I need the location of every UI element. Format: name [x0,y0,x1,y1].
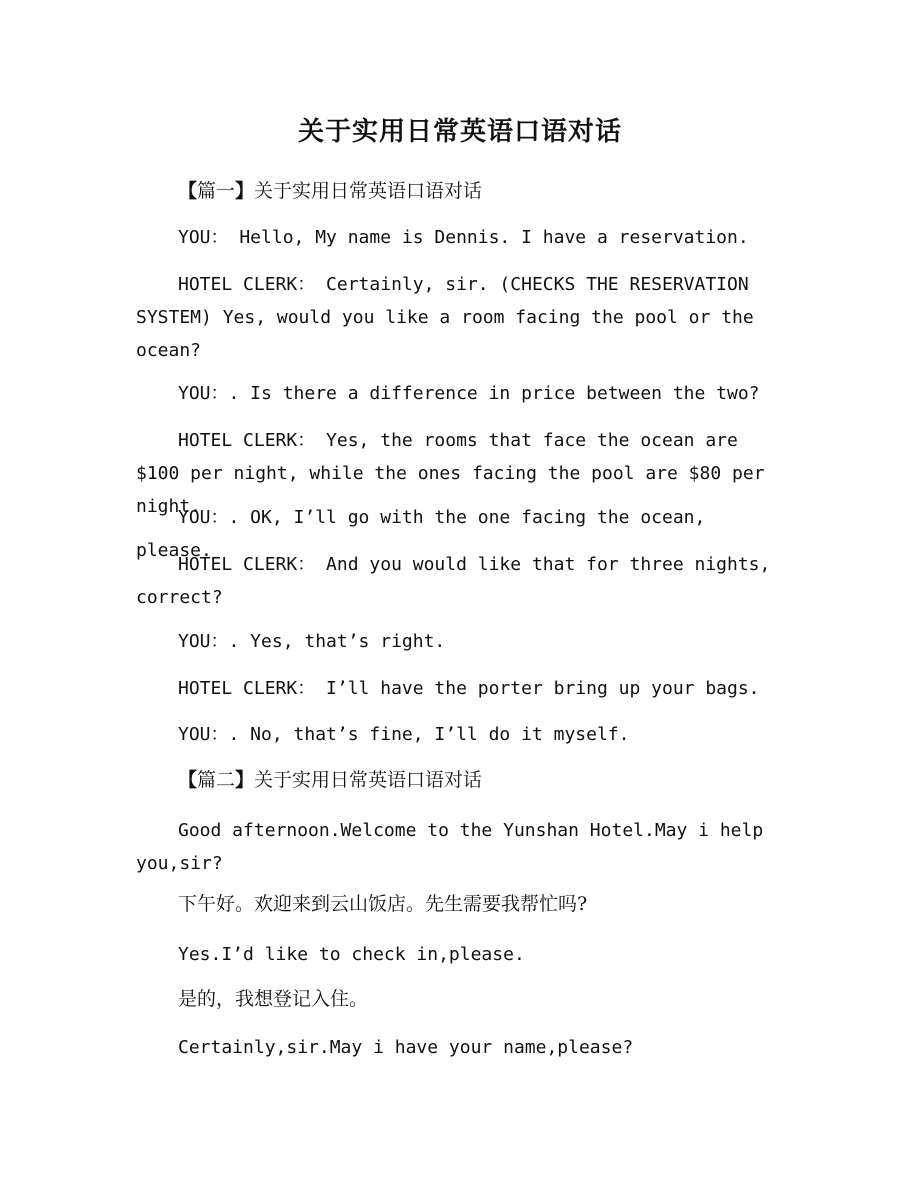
section-label: 篇二 [197,769,236,791]
bracket-close: 】 [235,769,255,791]
dialogue-line: HOTEL CLERK： Yes, the rooms that face the ocean are $100 per night, while the ones facing the pool are $80 per night. [136,430,765,517]
section-heading-1 [136,175,786,208]
dialogue-line: Good afternoon.Welcome to the Yunshan Hotel.May i help you,sir? [136,820,764,874]
section-heading-text: 关于实用日常英语口语对话 [254,180,483,202]
section-label: 篇一 [197,180,236,202]
dialogue-line: YOU：. Yes, that’s right. [178,631,446,652]
dialogue-line: HOTEL CLERK： Certainly, sir. (CHECKS THE RESERVATION SYSTEM) Yes, would you like a room facing the pool or the ocean? [136,274,754,361]
dialogue-line: YOU：. No, that’s fine, I’ll do it myself. [178,724,630,745]
document-title: 关于实用日常英语口语对话 [297,117,622,147]
dialogue-line-chinese: 是的，我想登记入住。 [178,988,369,1010]
dialogue-line-chinese: 下午好。欢迎来到云山饭店。先生需要我帮忙吗? [178,893,588,915]
section-heading-text: 关于实用日常英语口语对话 [254,769,483,791]
dialogue-line: YOU：. Is there a difference in price between the two? [178,383,760,404]
section-heading-2 [136,764,786,797]
bracket-open: 【 [178,769,198,791]
dialogue-line: HOTEL CLERK： And you would like that for three nights, correct? [136,554,771,608]
dialogue-line: HOTEL CLERK： I’ll have the porter bring up your bags. [178,678,760,699]
dialogue-line: YOU： Hello, My name is Dennis. I have a reservation. [178,227,749,248]
dialogue-line: Certainly,sir.May i have your name,please? [178,1037,634,1058]
dialogue-line: Yes.I’d like to check in,please. [178,944,525,965]
bracket-open: 【 [178,180,198,202]
bracket-close: 】 [235,180,255,202]
dialogue-line: YOU：. OK, I’ll go with the one facing the ocean, please. [136,507,706,561]
